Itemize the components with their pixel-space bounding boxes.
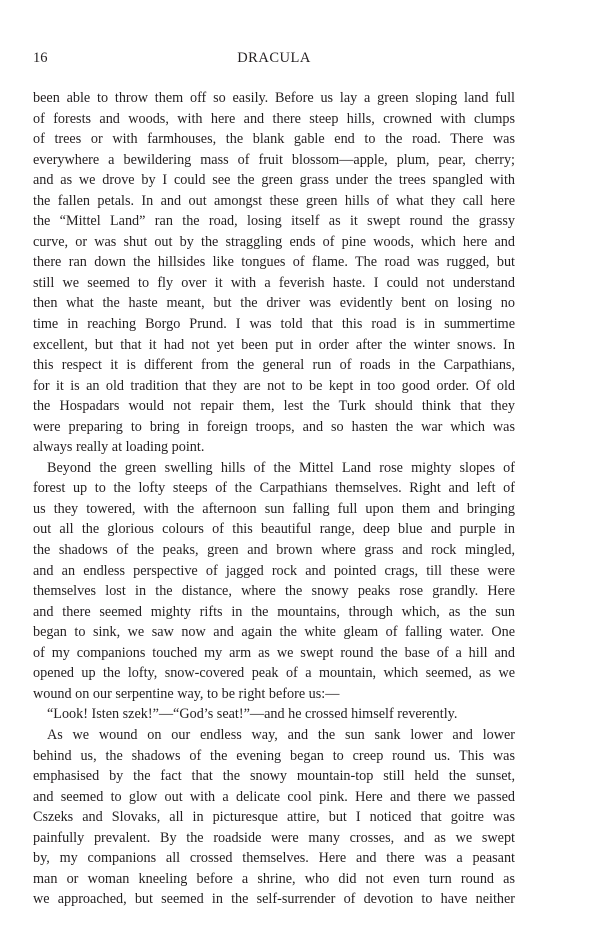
text-line: Beyond the green swelling hills of the Mittel Land rose mighty slopes of (47, 459, 515, 476)
text-line: excellent, but that it had not yet been put in order after the winter snows. In (33, 336, 515, 353)
text-line: themselves lost in the distance, where the snowy peaks rose grandly. Here (33, 583, 515, 600)
text-line: still we seemed to fly over it with a feverish haste. I could not understand (33, 274, 515, 291)
text-line: were preparing to bring in foreign troops, and so hasten the war which was (33, 418, 515, 435)
text-line: emphasised by the fact that the snowy mountain-top still held the sunset, (33, 768, 515, 785)
text-line: curve, or was shut out by the straggling ends of pine woods, which here and (33, 233, 515, 250)
text-line: there ran down the hillsides like tongues of flame. The road was rugged, but (33, 254, 515, 271)
running-head: DRACULA (237, 50, 311, 66)
text-line: for it is an old tradition that they are not to be kept in too good order. Of old (33, 377, 515, 394)
text-line: always really at loading point. (33, 439, 205, 456)
text-line: wound on our serpentine way, to be right before us:— (33, 685, 340, 702)
page-header (33, 44, 515, 70)
text-line: everywhere a bewildering mass of fruit blossom—apple, plum, pear, cherry; (33, 151, 515, 168)
paragraph-p2 (33, 458, 515, 705)
text-line: and there seemed mighty rifts in the mountains, through which, as the sun (33, 603, 515, 620)
paragraph-p4 (33, 725, 515, 910)
text-line: the shadows of the peaks, green and brown where grass and rock mingled, (33, 542, 515, 559)
text-line: opened up the lofty, snow-covered peak of a mountain, which seemed, as we (33, 665, 515, 682)
text-line: this respect it is different from the general run of roads in the Carpathians, (33, 357, 515, 374)
paragraph-p1 (33, 88, 515, 458)
text-line: time in reaching Borgo Prund. I was told that this road is in summertime (33, 316, 515, 333)
text-line: man or woman kneeling before a shrine, who did not even turn round as (33, 870, 515, 887)
text-line: and seemed to glow out with a delicate cool pink. Here and there we passed (33, 788, 515, 805)
text-line: out all the glorious colours of this beautiful range, deep blue and purple in (33, 521, 515, 538)
text-line: the fallen petals. In and out amongst these green hills of what they call here (33, 192, 515, 209)
body-text (33, 88, 515, 910)
text-line: of my companions touched my arm as we swept round the base of a hill and (33, 644, 515, 661)
text-line: the Hospadars would not repair them, lest the Turk should think that they (33, 398, 515, 415)
text-line: Cszeks and Slovaks, all in picturesque attire, but I noticed that goitre was (33, 809, 515, 826)
text-line: we approached, but seemed in the self-surrender of devotion to have neither (33, 891, 515, 908)
text-line: “Look! Isten szek!”—“God’s seat!”—and he crossed himself reverently. (47, 706, 458, 723)
text-line: painfully prevalent. By the roadside were many crosses, and as we swept (33, 829, 515, 846)
text-line: and as we drove by I could see the green grass under the trees spangled with (33, 172, 515, 189)
text-line: forest up to the lofty steeps of the Carpathians themselves. Right and left of (33, 480, 515, 497)
text-line: behind us, the shadows of the evening began to creep round us. This was (33, 747, 515, 764)
text-line: and an endless perspective of jagged rock and pointed crags, till these were (33, 562, 515, 579)
page-number: 16 (33, 50, 48, 66)
text-line: of forests and woods, with here and there steep hills, crowned with clumps (33, 110, 515, 127)
paragraph-p3 (33, 704, 515, 725)
text-line: the “Mittel Land” ran the road, losing itself as it swept round the grassy (33, 213, 515, 230)
text-line: us they towered, with the afternoon sun falling full upon them and bringing (33, 500, 515, 517)
text-line: of trees or with farmhouses, the blank gable end to the road. There was (33, 131, 515, 148)
text-line: by, my companions all crossed themselves. Here and there was a peasant (33, 850, 515, 867)
text-line: began to sink, we saw now and again the white gleam of falling water. One (33, 624, 515, 641)
text-line: As we wound on our endless way, and the sun sank lower and lower (47, 726, 515, 743)
text-line: then what the haste meant, but the driver was evidently bent on losing no (33, 295, 515, 312)
text-line: been able to throw them off so easily. Before us lay a green sloping land full (33, 90, 515, 106)
